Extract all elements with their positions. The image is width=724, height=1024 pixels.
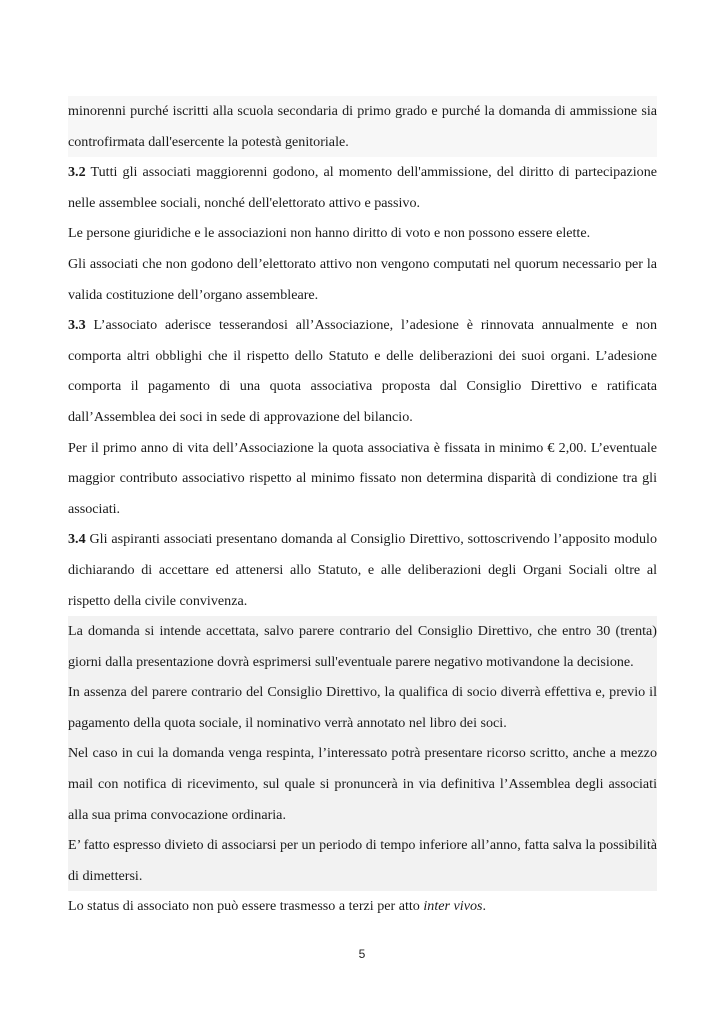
paragraph-text: minorenni purché iscritti alla scuola secondaria di primo grado e purché la domanda di ammissione sia controfirmata dall'esercente la potestà genitoriale. [68,103,657,150]
paragraph-text: Gli aspiranti associati presentano domanda al Consiglio Direttivo, sottoscrivendo l’apposito modulo dichiarando di accettare ed attenersi allo Statuto, e alle deliberazioni degli Organi Sociali oltre al rispetto della civile convivenza. [68,531,657,609]
paragraph-text: Per il primo anno di vita dell’Associazione la quota associativa è fissata in minimo € 2,00. L’eventuale maggior contributo associativo rispetto al minimo fissato non determina disparità di condizione tra gli associati. [68,439,657,517]
section-number: 3.2 [68,164,86,181]
section-number: 3.3 [68,317,86,334]
paragraph-text: In assenza del parere contrario del Consiglio Direttivo, la qualifica di socio diverrà effettiva e, previo il pagamento della quota sociale, il nominativo verrà annotato nel libro dei soci. [68,684,657,731]
paragraph-text: Lo status di associato non può essere trasmesso a terzi per atto [68,898,424,915]
paragraph-3-4 [68,524,657,616]
paragraph-end: . [482,898,487,915]
paragraph-text: Tutti gli associati maggiorenni godono, al momento dell'ammissione, del diritto di partecipazione nelle assemblee sociali, nonché dell'elettorato attivo e passivo. [68,164,657,211]
paragraph-no-objection [68,677,657,738]
paragraph-3-2 [68,157,657,218]
paragraph-rejection-appeal [68,738,657,830]
latin-term: inter vivos [423,898,483,915]
paragraph-non-transferable [68,891,657,922]
paragraph-legal-persons [68,218,657,249]
paragraph-text: Le persone giuridiche e le associazioni non hanno diritto di voto e non possono essere elette. [68,225,591,242]
paragraph-text: L’associato aderisce tesserandosi all’Associazione, l’adesione è rinnovata annualmente e non comporta altri obblighi che il rispetto dello Statuto e delle deliberazioni dei suoi organi. L’adesione comporta il pagamento di una quota associativa proposta dal Consiglio Direttivo e ratificata dall’Assemblea dei soci in sede di approvazione del bilancio. [68,317,657,425]
paragraph-text: Nel caso in cui la domanda venga respinta, l’interessato potrà presentare ricorso scritto, anche a mezzo mail con notifica di ricevimento, sul quale si pronuncerà in via definitiva l’Assemblea degli associati alla sua prima convocazione ordinaria. [68,745,657,823]
paragraph-membership-fee [68,433,657,525]
page-number: 5 [358,947,366,961]
paragraph-time-limit [68,830,657,891]
section-number: 3.4 [68,531,86,548]
paragraph-quorum [68,249,657,310]
statute-body [68,96,657,922]
paragraph-text: La domanda si intende accettata, salvo parere contrario del Consiglio Direttivo, che entro 30 (trenta) giorni dalla presentazione dovrà esprimersi sull'eventuale parere negativo motivandone la decisione. [68,623,657,670]
paragraph-minors-admission [68,96,657,157]
paragraph-3-3 [68,310,657,432]
paragraph-text: Gli associati che non godono dell’elettorato attivo non vengono computati nel quorum necessario per la valida costituzione dell’organo assembleare. [68,255,657,303]
paragraph-text: E’ fatto espresso divieto di associarsi per un periodo di tempo inferiore all’anno, fatta salva la possibilità di dimettersi. [68,837,657,884]
paragraph-application-accepted [68,616,657,677]
